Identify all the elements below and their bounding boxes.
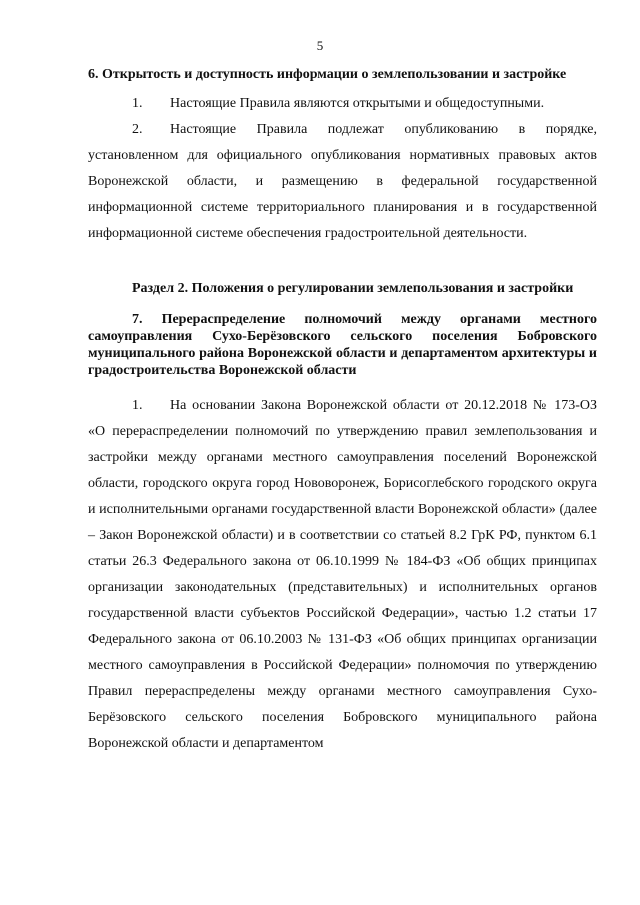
section-7-item-1 bbox=[88, 393, 597, 757]
section-6-heading: 6. Открытость и доступность информации о землепользовании и застройке bbox=[88, 67, 567, 82]
item-text: Настоящие Правила являются открытыми и общедоступными. bbox=[170, 96, 545, 111]
part-2-heading: Раздел 2. Положения о регулировании землепользования и застройки bbox=[132, 281, 574, 296]
item-number: 1. bbox=[132, 96, 143, 111]
item-number: 2. bbox=[132, 122, 143, 137]
section-6-item-1 bbox=[88, 91, 597, 117]
page-number: 5 bbox=[316, 38, 324, 53]
item-text: Настоящие Правила подлежат опубликованию в порядке, установленном для официального опубликования нормативных правовых актов Воронежской области, и размещению в федеральной государственной информационной системе территориального планирования и в государственной информационной системе обеспечения градостроительной деятельности. bbox=[88, 122, 597, 241]
section-7-heading: 7. Перераспределение полномочий между органами местного самоуправления Сухо-Берёзовского сельского поселения Бобровского муниципального района Воронежской области и департаментом архитектуры и градостроительства Воронежской области bbox=[88, 312, 597, 378]
section-6-item-2 bbox=[88, 117, 597, 247]
page-content bbox=[88, 66, 597, 757]
item-text: На основании Закона Воронежской области от 20.12.2018 № 173-ОЗ «О перераспределении полномочий по утверждению правил землепользования и застройки между органами местного самоуправления поселений Воронежской области, городского округа город Нововоронеж, Борисоглебского городского округа и исполнительными органами государственной власти Воронежской области» (далее – Закон Воронежской области) и в соответствии со статьей 8.2 ГрК РФ, пунктом 6.1 статьи 26.3 Федерального закона от 06.10.1999 № 184-ФЗ «Об общих принципах организации законодательных (представительных) и исполнительных органов государственной власти субъектов Российской Федерации», частью 1.2 статьи 17 Федерального закона от 06.10.2003 № 131-ФЗ «Об общих принципах организации местного самоуправления в Российской Федерации» полномочия по утверждению Правил перераспределены между органами местного самоуправления Сухо-Берёзовского сельского поселения Бобровского муниципального района Воронежской области и департаментом bbox=[88, 398, 597, 751]
item-number: 1. bbox=[132, 398, 143, 413]
